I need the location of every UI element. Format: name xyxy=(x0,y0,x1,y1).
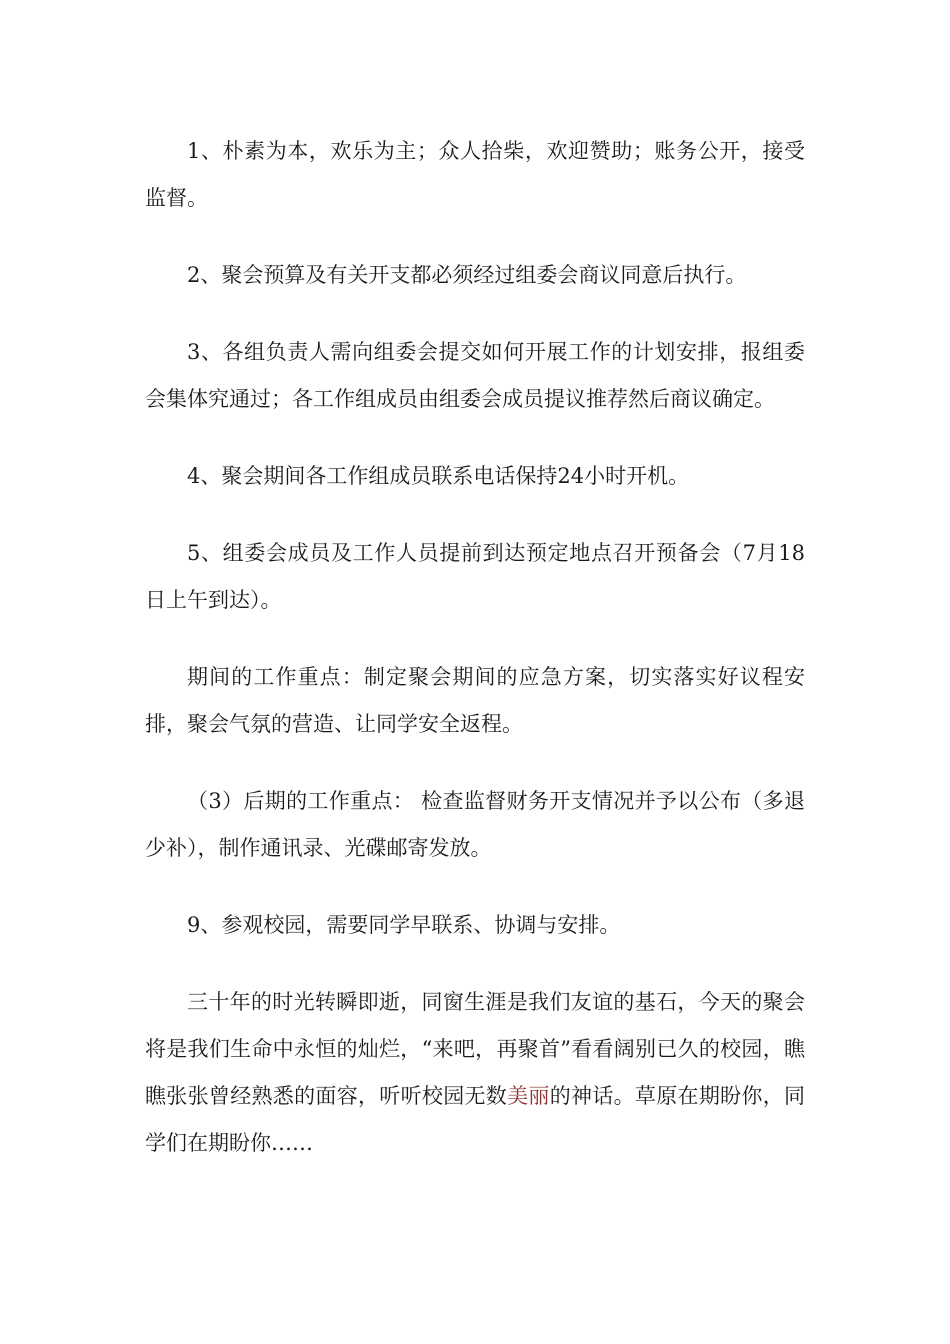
paragraph-rule-4: 4、聚会期间各工作组成员联系电话保持24小时开机。 xyxy=(187,464,690,488)
closing-text-before: 三十年的时光转瞬即逝，同窗生涯是我们友谊的基石，今天的聚会将是我们生命中永恒的灿烂，“来吧，再聚首”看看阔别已久的校园，瞧瞧张张曾经熟悉的面容，听听校园无数 xyxy=(145,990,805,1108)
closing-highlight-word: 美丽 xyxy=(507,1084,550,1108)
paragraph-campus-visit: 9、参观校园，需要同学早联系、协调与安排。 xyxy=(187,913,621,937)
paragraph-rule-5: 5、组委会成员及工作人员提前到达预定地点召开预备会（7月18日上午到达）。 xyxy=(145,541,805,612)
paragraph-rule-2: 2、聚会预算及有关开支都必须经过组委会商议同意后执行。 xyxy=(187,263,747,287)
closing-text-after: 的神话。草原在期盼你，同学们在期盼你…… xyxy=(145,1084,806,1155)
document-body xyxy=(145,128,805,1167)
paragraph-rule-1: 1、朴素为本，欢乐为主；众人拾柴，欢迎赞助；账务公开，接受监督。 xyxy=(145,139,805,210)
paragraph-closing xyxy=(145,979,805,1167)
paragraph-rule-3: 3、各组负责人需向组委会提交如何开展工作的计划安排，报组委会集体究通过；各工作组成员由组委会成员提议推荐然后商议确定。 xyxy=(145,340,805,411)
paragraph-midterm-focus: 期间的工作重点：制定聚会期间的应急方案，切实落实好议程安排，聚会气氛的营造、让同学安全返程。 xyxy=(145,665,805,736)
paragraph-late-stage-focus: （3）后期的工作重点： 检查监督财务开支情况并予以公布（多退少补），制作通讯录、光碟邮寄发放。 xyxy=(145,789,805,860)
